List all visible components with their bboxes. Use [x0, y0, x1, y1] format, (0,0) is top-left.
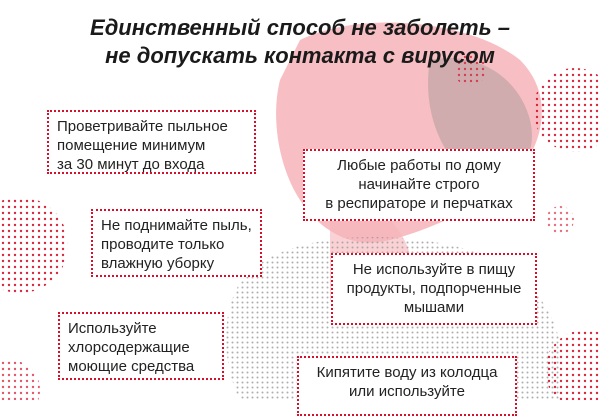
tip-text-line: или используйте — [349, 383, 465, 400]
tip-boil-water — [297, 356, 517, 416]
tip-text-line: Любые работы по дому — [337, 157, 501, 174]
tip-text-line: продукты, подпорченные — [346, 280, 522, 297]
tip-chlorine-detergents — [58, 312, 224, 380]
virus-particle — [533, 68, 600, 152]
tip-spoiled-food — [331, 253, 537, 325]
virus-particle — [0, 360, 40, 400]
tip-text-line: Не поднимайте пыль, — [101, 217, 252, 234]
tip-respirator-gloves — [303, 149, 535, 221]
tip-text-line: помещение минимум — [57, 137, 206, 154]
title-line-1: Единственный способ не заболеть – — [90, 15, 510, 40]
tip-text-line: Проветривайте пыльное — [57, 118, 228, 135]
tip-wet-cleaning — [91, 209, 262, 277]
tip-text-line: хлорсодержащие — [68, 339, 190, 356]
tip-text-line: влажную уборку — [101, 255, 215, 272]
tip-text-line: за 30 минут до входа — [57, 156, 205, 173]
tip-text-line: в респираторе и перчатках — [325, 195, 513, 212]
tip-text-line: проводите только — [101, 236, 225, 253]
virus-particle — [0, 197, 68, 293]
tip-ventilate — [47, 110, 256, 174]
tip-text-line: мышами — [403, 299, 465, 316]
tip-text-line: Используйте — [68, 320, 157, 337]
tip-text-line: Кипятите воду из колодца — [316, 364, 498, 381]
title-line-2: не допускать контакта с вирусом — [105, 43, 495, 68]
page-title — [0, 14, 600, 70]
tip-text-line: начинайте строго — [358, 176, 480, 193]
tip-text-line: моющие средства — [68, 358, 195, 375]
tip-text-line: Не используйте в пищу — [352, 261, 516, 278]
